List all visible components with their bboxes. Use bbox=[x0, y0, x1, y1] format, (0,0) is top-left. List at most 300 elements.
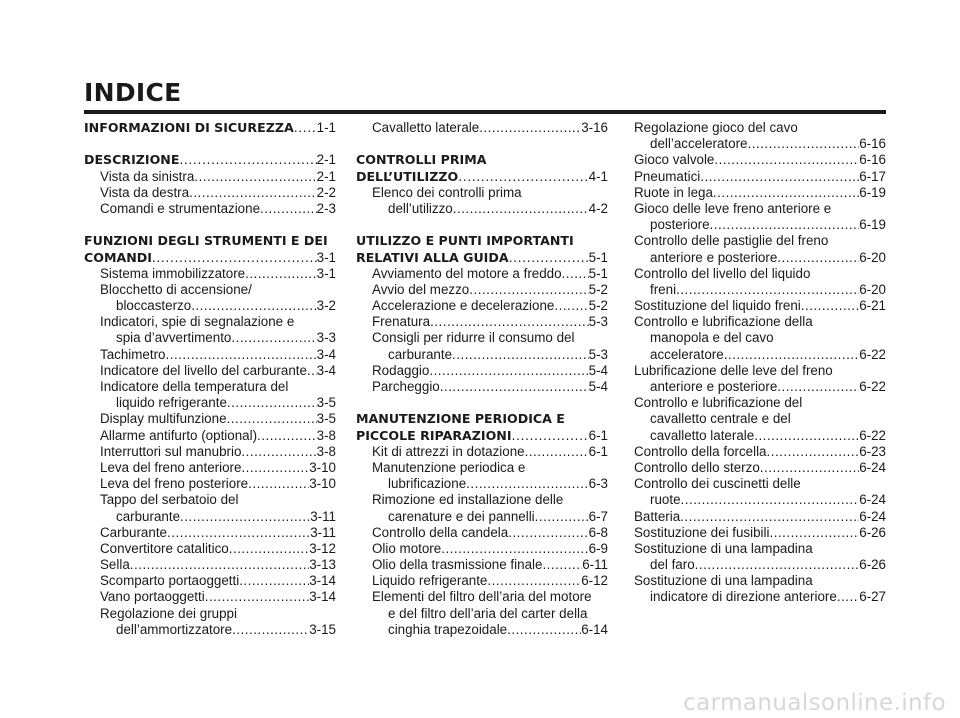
toc-entry-title: del faro bbox=[650, 557, 695, 573]
toc-section-heading[interactable] bbox=[356, 152, 608, 168]
dot-leader bbox=[307, 363, 317, 379]
toc-entry[interactable] bbox=[84, 557, 336, 573]
dot-leader bbox=[512, 428, 589, 444]
toc-entry[interactable] bbox=[356, 298, 608, 314]
toc-column-2 bbox=[356, 120, 608, 638]
dot-leader bbox=[777, 379, 859, 395]
toc-entry-title: freni bbox=[650, 281, 677, 297]
toc-entry[interactable] bbox=[84, 476, 336, 492]
dot-leader bbox=[767, 444, 860, 460]
toc-entry-title: CONTROLLI PRIMA bbox=[356, 152, 487, 168]
dot-leader bbox=[441, 541, 588, 557]
toc-entry[interactable] bbox=[84, 363, 336, 379]
toc-column-3 bbox=[634, 120, 886, 606]
toc-entry-title: Avvio del mezzo bbox=[372, 281, 470, 297]
dot-leader bbox=[754, 428, 859, 444]
toc-page-number: 3-16 bbox=[581, 120, 608, 135]
toc-entry-title: Sella bbox=[100, 557, 130, 573]
toc-entry-title: Controllo del livello del liquido bbox=[634, 265, 811, 281]
toc-entry[interactable] bbox=[84, 525, 336, 541]
dot-leader bbox=[205, 589, 309, 605]
dot-leader bbox=[837, 589, 859, 605]
toc-section-heading[interactable] bbox=[356, 411, 608, 427]
toc-section-heading[interactable] bbox=[84, 233, 336, 249]
toc-page-number: 3-14 bbox=[309, 589, 336, 605]
toc-spacer bbox=[356, 136, 608, 152]
toc-page-number: 4-2 bbox=[588, 200, 608, 216]
dot-leader bbox=[257, 428, 317, 444]
toc-entry-title: Elenco dei controlli prima bbox=[372, 184, 522, 200]
toc-entry-title: Liquido refrigerante bbox=[372, 573, 488, 589]
toc-page-number: 3-4 bbox=[316, 362, 336, 378]
toc-entry-title: Ruote in lega bbox=[634, 184, 713, 200]
dot-leader bbox=[466, 476, 588, 492]
toc-entry[interactable] bbox=[634, 201, 886, 217]
toc-page-number: 6-27 bbox=[859, 589, 886, 605]
toc-entry[interactable] bbox=[634, 217, 886, 233]
toc-entry-title: UTILIZZO E PUNTI IMPORTANTI bbox=[356, 233, 574, 249]
toc-section-heading[interactable] bbox=[356, 233, 608, 249]
toc-entry[interactable] bbox=[634, 233, 886, 249]
dot-leader bbox=[676, 282, 859, 298]
toc-entry[interactable] bbox=[84, 314, 336, 330]
toc-entry[interactable] bbox=[356, 379, 608, 395]
toc-page-number: 6-8 bbox=[588, 524, 608, 540]
toc-entry[interactable] bbox=[84, 379, 336, 395]
toc-page-number: 6-26 bbox=[859, 524, 886, 540]
toc-page-number: 6-26 bbox=[859, 557, 886, 573]
toc-entry[interactable] bbox=[84, 201, 336, 217]
dot-leader bbox=[231, 330, 316, 346]
toc-entry-title: Sostituzione dei fusibili bbox=[634, 524, 770, 540]
toc-entry-title: Comandi e strumentazione bbox=[100, 200, 261, 216]
toc-entry-title: Regolazione gioco del cavo bbox=[634, 120, 798, 135]
toc-entry[interactable] bbox=[84, 266, 336, 282]
toc-entry-title: Controllo delle pastiglie del freno bbox=[634, 233, 829, 249]
toc-entry[interactable] bbox=[84, 185, 336, 201]
dot-leader bbox=[189, 185, 317, 201]
toc-entry[interactable] bbox=[84, 395, 336, 411]
toc-entry[interactable] bbox=[634, 120, 886, 136]
dot-leader bbox=[680, 509, 859, 525]
dot-leader bbox=[487, 573, 581, 589]
toc-page-number: 3-8 bbox=[316, 443, 336, 459]
toc-page-number: 6-16 bbox=[859, 152, 886, 168]
toc-entry-title: Accelerazione e decelerazione bbox=[372, 298, 555, 314]
dot-leader bbox=[232, 622, 309, 638]
toc-page-number: 6-14 bbox=[581, 621, 608, 637]
toc-section-heading[interactable] bbox=[84, 250, 336, 266]
toc-entry-title: Parcheggio bbox=[372, 379, 440, 394]
toc-entry[interactable] bbox=[634, 266, 886, 282]
dot-leader bbox=[681, 492, 860, 508]
toc-entry[interactable] bbox=[634, 282, 886, 298]
dot-leader bbox=[179, 152, 316, 168]
toc-entry[interactable] bbox=[356, 363, 608, 379]
toc-entry[interactable] bbox=[634, 541, 886, 557]
dot-leader bbox=[166, 347, 317, 363]
toc-entry-title: dell’acceleratore bbox=[650, 136, 748, 152]
toc-entry-title: Blocchetto di accensione/ bbox=[100, 281, 252, 297]
dot-leader bbox=[191, 298, 316, 314]
toc-entry[interactable] bbox=[356, 460, 608, 476]
toc-entry-title: Controllo dei cuscinetti delle bbox=[634, 476, 801, 492]
toc-spacer bbox=[84, 217, 336, 233]
toc-entry[interactable] bbox=[356, 282, 608, 298]
toc-page-number: 6-16 bbox=[859, 136, 886, 152]
toc-entry[interactable] bbox=[634, 379, 886, 395]
toc-entry-title: Gioco delle leve freno anteriore e bbox=[634, 200, 832, 216]
toc-section-heading[interactable] bbox=[84, 120, 336, 136]
toc-entry[interactable] bbox=[634, 492, 886, 508]
toc-entry[interactable] bbox=[84, 606, 336, 622]
toc-page-number: 3-5 bbox=[316, 411, 336, 427]
toc-entry[interactable] bbox=[356, 201, 608, 217]
dot-leader bbox=[180, 509, 310, 525]
toc-page-number: 3-4 bbox=[316, 346, 336, 362]
toc-entry-title: manopola e del cavo bbox=[650, 330, 774, 346]
toc-entry[interactable] bbox=[84, 347, 336, 363]
toc-page-number: 6-19 bbox=[859, 217, 886, 233]
toc-entry[interactable] bbox=[634, 476, 886, 492]
dot-leader bbox=[227, 395, 317, 411]
dot-leader bbox=[562, 266, 589, 282]
toc-entry-title: Pneumatici bbox=[634, 168, 701, 184]
toc-entry-title: anteriore e posteriore bbox=[650, 249, 778, 265]
toc-entry-title: Indicatori, spie di segnalazione e bbox=[100, 314, 295, 330]
toc-entry-title: Leva del freno posteriore bbox=[100, 476, 249, 492]
toc-page-number: 3-11 bbox=[310, 524, 336, 540]
toc-entry-title: PICCOLE RIPARAZIONI bbox=[356, 427, 512, 443]
toc-page-number: 6-22 bbox=[859, 379, 886, 394]
toc-page-number: 3-15 bbox=[309, 621, 336, 637]
toc-page-number: 3-11 bbox=[310, 508, 336, 524]
dot-leader bbox=[769, 525, 859, 541]
toc-page-number: 3-8 bbox=[316, 427, 336, 443]
dot-leader bbox=[748, 136, 860, 152]
toc-page-number: 3-13 bbox=[309, 557, 336, 573]
toc-entry[interactable] bbox=[356, 476, 608, 492]
toc-entry[interactable] bbox=[634, 330, 886, 346]
toc-entry-title: INFORMAZIONI DI SICUREZZA bbox=[84, 120, 294, 135]
toc-entry-title: Vista da destra bbox=[100, 184, 190, 200]
dot-leader bbox=[241, 460, 309, 476]
toc-entry[interactable] bbox=[356, 509, 608, 525]
toc-page-number: 3-3 bbox=[316, 330, 336, 346]
dot-leader bbox=[713, 185, 859, 201]
title-underline bbox=[84, 110, 886, 114]
toc-entry[interactable] bbox=[84, 492, 336, 508]
toc-entry-title: Sostituzione di una lampadina bbox=[634, 573, 813, 589]
toc-entry[interactable] bbox=[634, 411, 886, 427]
toc-page-number: 6-1 bbox=[588, 427, 608, 443]
dot-leader bbox=[130, 557, 309, 573]
toc-entry-title: Sostituzione del liquido freni bbox=[634, 298, 801, 314]
toc-page-number: 6-3 bbox=[588, 476, 608, 492]
toc-page-number: 6-20 bbox=[859, 249, 886, 265]
page-title: INDICE bbox=[84, 78, 182, 107]
toc-page-number: 6-23 bbox=[859, 443, 886, 459]
toc-entry[interactable] bbox=[634, 428, 886, 444]
toc-page-number: 6-12 bbox=[581, 573, 608, 589]
toc-entry-title: Elementi del filtro dell’aria del motore bbox=[372, 589, 592, 605]
toc-entry[interactable] bbox=[356, 606, 608, 622]
toc-page-number: 6-9 bbox=[588, 540, 608, 556]
toc-entry[interactable] bbox=[356, 525, 608, 541]
toc-section-heading[interactable] bbox=[356, 428, 608, 444]
toc-entry[interactable] bbox=[356, 330, 608, 346]
toc-page-number: 5-2 bbox=[588, 298, 608, 314]
toc-entry-title: lubrificazione bbox=[388, 476, 467, 492]
toc-entry-title: RELATIVI ALLA GUIDA bbox=[356, 249, 509, 265]
toc-entry[interactable] bbox=[634, 185, 886, 201]
toc-page-number: 4-1 bbox=[588, 168, 608, 184]
dot-leader bbox=[507, 622, 581, 638]
toc-entry-title: Gioco valvole bbox=[634, 152, 715, 168]
toc-entry-title: Tachimetro bbox=[100, 346, 166, 362]
toc-entry[interactable] bbox=[634, 314, 886, 330]
toc-entry-title: carburante bbox=[388, 346, 453, 362]
toc-page-number: 3-1 bbox=[316, 265, 336, 281]
toc-entry-title: Display multifunzione bbox=[100, 411, 227, 427]
toc-entry[interactable] bbox=[634, 363, 886, 379]
toc-entry-title: Scomparto portaoggetti bbox=[100, 573, 240, 589]
toc-spacer bbox=[84, 136, 336, 152]
toc-entry-title: Lubrificazione delle leve del freno bbox=[634, 362, 833, 378]
toc-page-number: 6-24 bbox=[859, 508, 886, 524]
dot-leader bbox=[429, 363, 588, 379]
toc-entry-title: Allarme antifurto (optional) bbox=[100, 427, 258, 443]
toc-entry[interactable] bbox=[356, 573, 608, 589]
toc-page-number: 6-24 bbox=[859, 492, 886, 508]
toc-entry[interactable] bbox=[84, 444, 336, 460]
toc-entry[interactable] bbox=[84, 541, 336, 557]
toc-entry[interactable] bbox=[84, 428, 336, 444]
toc-entry-title: Olio della trasmissione finale bbox=[372, 557, 543, 573]
toc-spacer bbox=[356, 217, 608, 233]
toc-entry-title: Sostituzione di una lampadina bbox=[634, 540, 813, 556]
toc-page-number: 6-19 bbox=[859, 184, 886, 200]
dot-leader bbox=[760, 460, 859, 476]
dot-leader bbox=[227, 411, 317, 427]
toc-entry-title: Sistema immobilizzatore bbox=[100, 265, 246, 281]
toc-entry-title: acceleratore bbox=[650, 346, 724, 362]
toc-entry-title: Controllo e lubrificazione della bbox=[634, 314, 813, 330]
toc-entry[interactable] bbox=[634, 298, 886, 314]
toc-page-number: 1-1 bbox=[316, 120, 336, 135]
toc-entry-title: dell’utilizzo bbox=[388, 200, 453, 216]
toc-entry[interactable] bbox=[356, 444, 608, 460]
toc-page-number: 6-7 bbox=[588, 508, 608, 524]
toc-entry[interactable] bbox=[356, 185, 608, 201]
toc-page-number: 5-4 bbox=[588, 379, 608, 394]
toc-section-heading[interactable] bbox=[84, 152, 336, 168]
toc-entry-title: FUNZIONI DEGLI STRUMENTI E DEI bbox=[84, 233, 328, 249]
toc-entry[interactable] bbox=[634, 152, 886, 168]
toc-entry-title: e del filtro dell’aria del carter della bbox=[388, 605, 588, 621]
toc-entry-title: DELL’UTILIZZO bbox=[356, 168, 459, 184]
toc-entry[interactable] bbox=[356, 589, 608, 605]
toc-entry-title: COMANDI bbox=[84, 249, 152, 265]
toc-entry-title: dell’ammortizzatore bbox=[116, 621, 233, 637]
toc-page-number: 5-2 bbox=[588, 281, 608, 297]
toc-entry[interactable] bbox=[356, 120, 608, 136]
toc-entry[interactable] bbox=[356, 541, 608, 557]
toc-entry[interactable] bbox=[634, 589, 886, 605]
toc-entry[interactable] bbox=[84, 460, 336, 476]
toc-entry[interactable] bbox=[84, 169, 336, 185]
toc-entry[interactable] bbox=[634, 136, 886, 152]
toc-entry[interactable] bbox=[84, 622, 336, 638]
dot-leader bbox=[452, 347, 589, 363]
dot-leader bbox=[245, 266, 317, 282]
toc-entry-title: Kit di attrezzi in dotazione bbox=[372, 443, 525, 459]
toc-entry[interactable] bbox=[84, 330, 336, 346]
toc-entry-title: Leva del freno anteriore bbox=[100, 459, 242, 475]
toc-entry[interactable] bbox=[84, 589, 336, 605]
toc-entry-title: Convertitore catalitico bbox=[100, 540, 229, 556]
toc-page-number: 5-4 bbox=[588, 362, 608, 378]
toc-page-number: 3-10 bbox=[309, 459, 336, 475]
toc-entry[interactable] bbox=[634, 557, 886, 573]
dot-leader bbox=[248, 476, 309, 492]
toc-entry[interactable] bbox=[634, 509, 886, 525]
toc-page-number: 6-17 bbox=[859, 168, 886, 184]
toc-entry-title: spia d’avvertimento bbox=[116, 330, 232, 346]
toc-entry-title: MANUTENZIONE PERIODICA E bbox=[356, 411, 565, 427]
dot-leader bbox=[430, 314, 589, 330]
toc-entry-title: Olio motore bbox=[372, 540, 442, 556]
dot-leader bbox=[535, 509, 589, 525]
toc-entry-title: Vista da sinistra bbox=[100, 168, 195, 184]
dot-leader bbox=[710, 217, 860, 233]
toc-entry-title: Indicatore del livello del carburante bbox=[100, 362, 307, 378]
toc-entry[interactable] bbox=[634, 250, 886, 266]
toc-entry[interactable] bbox=[634, 347, 886, 363]
toc-entry-title: Frenatura bbox=[372, 314, 431, 330]
dot-leader bbox=[554, 298, 588, 314]
toc-entry[interactable] bbox=[634, 525, 886, 541]
toc-page-number: 3-12 bbox=[309, 540, 336, 556]
toc-entry-title: indicatore di direzione anteriore bbox=[650, 589, 837, 605]
toc-entry[interactable] bbox=[634, 395, 886, 411]
toc-entry[interactable] bbox=[84, 282, 336, 298]
toc-entry[interactable] bbox=[84, 298, 336, 314]
dot-leader bbox=[542, 557, 582, 573]
dot-leader bbox=[458, 169, 588, 185]
dot-leader bbox=[260, 201, 317, 217]
dot-leader bbox=[241, 444, 316, 460]
toc-entry-title: carenature e dei pannelli bbox=[388, 508, 535, 524]
toc-section-heading[interactable] bbox=[356, 250, 608, 266]
toc-entry-title: cavalletto centrale e del bbox=[650, 411, 791, 427]
dot-leader bbox=[152, 250, 317, 266]
toc-entry-title: Rodaggio bbox=[372, 362, 430, 378]
toc-page-number: 3-10 bbox=[309, 476, 336, 492]
toc-entry-title: Manutenzione periodica e bbox=[372, 459, 526, 475]
toc-entry-title: Controllo della forcella bbox=[634, 443, 767, 459]
dot-leader bbox=[801, 298, 859, 314]
dot-leader bbox=[229, 541, 309, 557]
toc-entry-title: liquido refrigerante bbox=[116, 395, 227, 411]
toc-entry[interactable] bbox=[84, 573, 336, 589]
dot-leader bbox=[479, 120, 581, 136]
toc-page-number: 2-1 bbox=[316, 168, 336, 184]
toc-entry[interactable] bbox=[634, 444, 886, 460]
toc-page-number: 3-14 bbox=[309, 573, 336, 589]
toc-entry-title: Vano portaoggetti bbox=[100, 589, 205, 605]
toc-entry-title: Tappo del serbatoio del bbox=[100, 492, 239, 508]
toc-entry-title: Rimozione ed installazione delle bbox=[372, 492, 564, 508]
dot-leader bbox=[508, 525, 588, 541]
toc-entry-title: posteriore bbox=[650, 217, 710, 233]
dot-leader bbox=[469, 282, 588, 298]
toc-entry-title: anteriore e posteriore bbox=[650, 379, 778, 394]
toc-page-number: 5-3 bbox=[588, 314, 608, 330]
toc-entry-title: Regolazione dei gruppi bbox=[100, 605, 237, 621]
toc-entry[interactable] bbox=[356, 557, 608, 573]
toc-entry-title: cavalletto laterale bbox=[650, 427, 755, 443]
toc-page-number: 6-22 bbox=[859, 346, 886, 362]
watermark: carmanualsonline.info bbox=[683, 690, 946, 716]
toc-entry-title: Cavalletto laterale bbox=[372, 120, 480, 135]
toc-page-number: 6-21 bbox=[859, 298, 886, 314]
dot-leader bbox=[239, 573, 309, 589]
toc-entry-title: ruote bbox=[650, 492, 681, 508]
toc-page-number: 6-24 bbox=[859, 459, 886, 475]
toc-page-number: 6-11 bbox=[582, 557, 608, 573]
toc-page-number: 6-1 bbox=[588, 443, 608, 459]
toc-entry[interactable] bbox=[356, 492, 608, 508]
toc-page-number: 2-1 bbox=[316, 152, 336, 168]
toc-page-number: 5-3 bbox=[588, 346, 608, 362]
toc-section-heading[interactable] bbox=[356, 169, 608, 185]
dot-leader bbox=[167, 525, 310, 541]
toc-page-number: 3-5 bbox=[316, 395, 336, 411]
toc-page-number: 6-20 bbox=[859, 281, 886, 297]
toc-entry[interactable] bbox=[356, 314, 608, 330]
toc-entry[interactable] bbox=[84, 411, 336, 427]
dot-leader bbox=[453, 201, 589, 217]
dot-leader bbox=[724, 347, 859, 363]
dot-leader bbox=[525, 444, 589, 460]
toc-entry-title: bloccasterzo bbox=[116, 298, 192, 314]
toc-entry[interactable] bbox=[356, 347, 608, 363]
dot-leader bbox=[294, 120, 317, 136]
toc-entry[interactable] bbox=[356, 266, 608, 282]
toc-entry[interactable] bbox=[634, 460, 886, 476]
toc-entry-title: Controllo della candela bbox=[372, 524, 509, 540]
toc-entry-title: Avviamento del motore a freddo bbox=[372, 265, 562, 281]
dot-leader bbox=[695, 557, 860, 573]
toc-entry[interactable] bbox=[356, 622, 608, 638]
toc-entry-title: Consigli per ridurre il consumo del bbox=[372, 330, 575, 346]
toc-entry[interactable] bbox=[634, 169, 886, 185]
toc-page-number: 5-1 bbox=[588, 249, 608, 265]
toc-entry-title: Carburante bbox=[100, 524, 167, 540]
toc-page-number: 3-1 bbox=[316, 249, 336, 265]
toc-page-number: 2-3 bbox=[316, 200, 336, 216]
toc-entry-title: DESCRIZIONE bbox=[84, 152, 180, 168]
dot-leader bbox=[509, 250, 589, 266]
toc-entry-title: Controllo dello sterzo bbox=[634, 459, 760, 475]
toc-entry[interactable] bbox=[84, 509, 336, 525]
toc-column-1 bbox=[84, 120, 336, 638]
toc-spacer bbox=[356, 395, 608, 411]
toc-page-number: 3-2 bbox=[316, 298, 336, 314]
toc-page-number: 6-22 bbox=[859, 427, 886, 443]
toc-entry[interactable] bbox=[634, 573, 886, 589]
